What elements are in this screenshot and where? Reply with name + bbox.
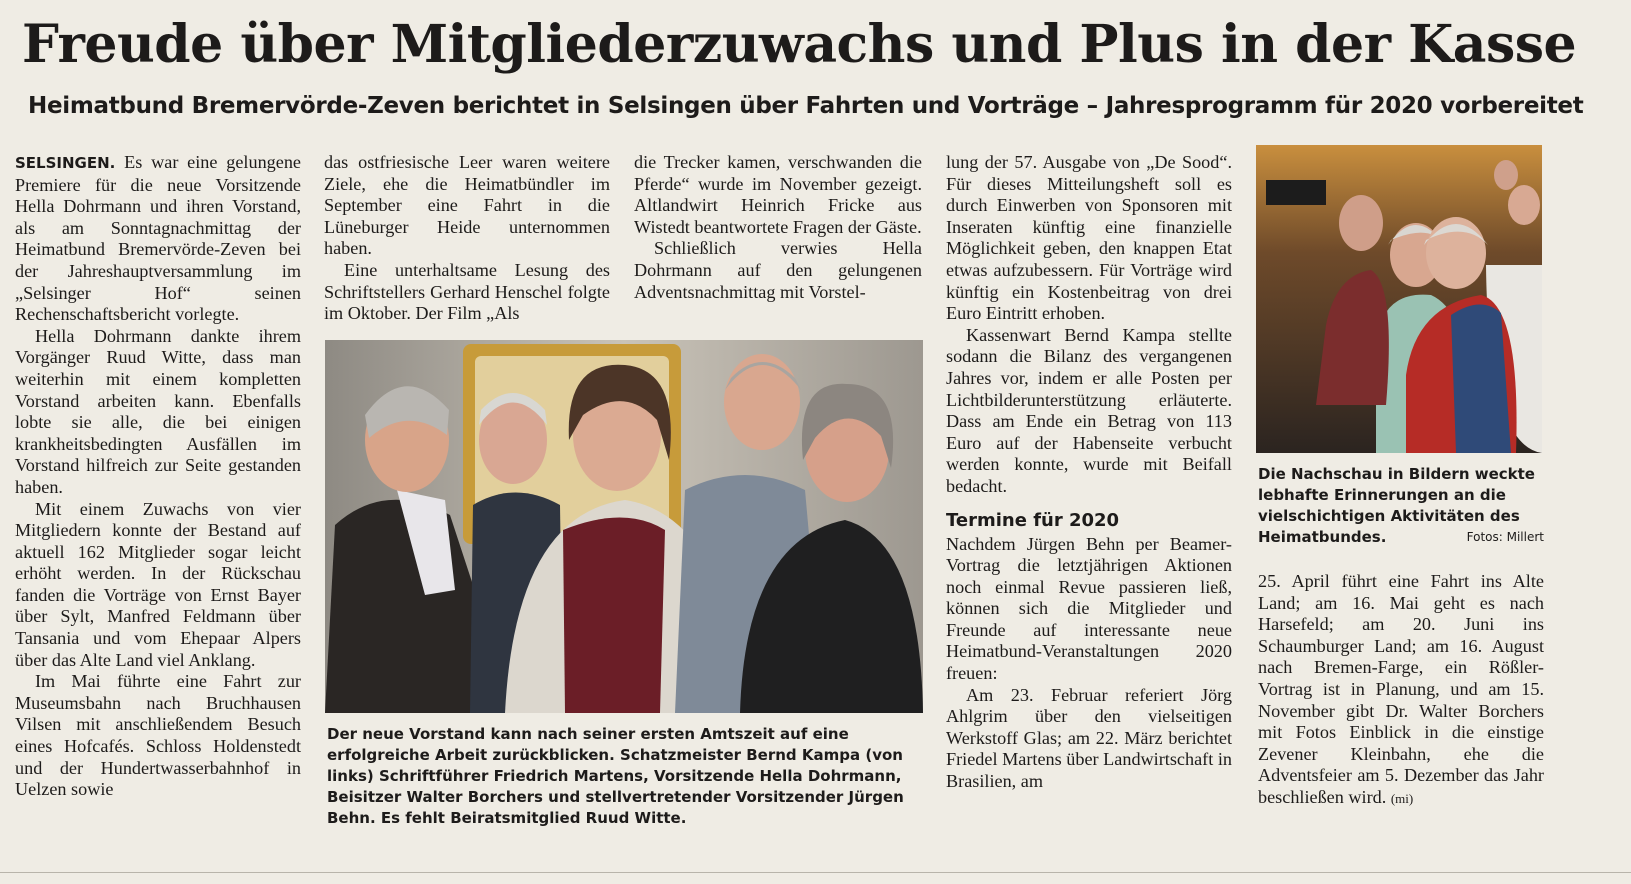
text-column-2 <box>324 152 610 325</box>
paragraph <box>1258 571 1544 810</box>
paragraph: Nachdem Jürgen Behn per Beamer-Vortrag die letztjährigen Aktionen noch einmal Revue passieren ließ, können sich die Mitglieder und Freunde auf interessante neue Heimatbund-Veranstaltungen 2020 freuen: <box>946 533 1232 684</box>
main-photo-caption <box>327 724 921 829</box>
paragraph: Schließlich verwies Hella Dohrmann auf den gelungenen Adventsnachmittag mit Vorstel- <box>634 238 922 302</box>
paragraph: Am 23. Februar referiert Jörg Ahlgrim über den vielseitigen Werkstoff Glas; am 22. März berichtet Friedel Martens über Landwirtschaft in Brasilien, am <box>946 684 1232 792</box>
side-photo-caption <box>1258 464 1544 548</box>
text-column-5 <box>1258 571 1544 810</box>
paragraph: Im Mai führte eine Fahrt zur Museumsbahn nach Bruchhausen Vilsen mit anschließendem Besuch eines Hofcafés. Schloss Holdenstedt und der Hundertwasserbahnhof in Uelzen sowie <box>15 671 301 800</box>
paragraph: das ostfriesische Leer waren weitere Ziele, ehe die Heimatbündler im September eine Fahrt in die Lüneburger Heide unternommen haben. <box>324 152 610 259</box>
page-bottom-rule <box>0 872 1631 873</box>
paragraph-text: Es war eine gelungene Premiere für die neue Vorsitzende Hella Dohrmann und ihren Vorstand, als am Sonntagnachmittag der Heimatbund Bremervörde-Zeven bei der Jahreshauptversammlung im „Selsinger Hof“ seinen Rechenschaftsbericht vorlegte. <box>15 152 302 325</box>
text-column-4 <box>946 152 1232 793</box>
text-column-1 <box>15 152 301 801</box>
audience-photo-illustration <box>1256 145 1542 453</box>
caption-text: kann nach seiner ersten Amtszeit auf eine erfolgreiche Arbeit zurückblicken. Schatzmeister Bernd Kampa (von links) Schriftführer Friedrich Martens, Vorsitzende Hella Dohrmann, Beisitzer Walter Borchers und stellvertretender Vorsitzender Jürgen Behn. Es fehlt Beiratsmitglied Ruud Witte. <box>327 725 904 827</box>
caption-emphasis: Erinnerungen <box>1333 486 1449 504</box>
caption-text: an die vielschichtigen Aktivitäten des Heimatbundes. <box>1258 486 1520 546</box>
paragraph: lung der 57. Ausgabe von „De Sood“. Für dieses Mitteilungsheft soll es durch Einwerben von Sponsoren mit Inseraten künftig eine finanzielle Möglichkeit geben, den knappen Etat etwas aufzubessern. Für Vorträge wird künftig ein Kostenbeitrag von drei Euro Eintritt erhoben. <box>946 152 1232 324</box>
paragraph: die Trecker kamen, verschwanden die Pferde“ wurde im November gezeigt. Altlandwirt Heinrich Fricke aus Wistedt beantwortete Fragen der Gäste. <box>634 152 922 237</box>
caption-text: Die Nachschau in Bildern weckte lebhafte <box>1258 465 1535 504</box>
paragraph-text: 25. April führt eine Fahrt ins Alte Land; am 16. Mai geht es nach Harsefeld; am 20. Juni ins Schaumburger Land; am 16. August nach Bremen-Farge, ein Rößler-Vortrag ist in Planung, und am 15. November gibt Dr. Walter Borchers mit Fotos Einblick in die einstige Zevener Kleinbahn, ehe die Adventsfeier am 5. Dezember das Jahr beschließen wird. <box>1258 571 1544 807</box>
article-subheadline: Heimatbund Bremervörde-Zeven berichtet in Selsingen über Fahrten und Vorträge – Jahresprogramm für 2020 vorbereitet <box>28 93 1584 119</box>
paragraph: Kassenwart Bernd Kampa stellte sodann die Bilanz des vergangenen Jahres vor, indem er alle Posten per Lichtbilderunterstützung erläuterte. Dass am Ende ein Betrag von 113 Euro auf der Habenseite verbucht werden konnte, wurde mit Beifall bedacht. <box>946 324 1232 496</box>
dateline: SELSINGEN. <box>15 154 116 172</box>
article-headline: Freude über Mitgliederzuwachs und Plus in der Kasse <box>22 14 1577 75</box>
paragraph: Hella Dohrmann dankte ihrem Vorgänger Ruud Witte, dass man weiterhin mit einem kompletten Vorstand arbeiten kann. Ebenfalls lobte sie alle, die bei einigen krankheitsbedingten Ausfällen im Vorstand hilfreich zur Seite gestanden haben. <box>15 325 301 497</box>
text-column-3 <box>634 152 922 303</box>
main-photo <box>325 340 923 713</box>
paragraph: Mit einem Zuwachs von vier Mitgliedern konnte der Bestand auf aktuell 162 Mitglieder sogar leicht erhöht werden. In der Rückschau fanden die Vorträge von Ernst Bayer über Sylt, Manfred Feldmann über Tansania und vom Ehepaar Alpers über das Alte Land viel Anklang. <box>15 498 301 670</box>
side-photo <box>1256 145 1542 453</box>
author-tag: (mi) <box>1390 790 1414 806</box>
group-photo-illustration <box>325 340 923 713</box>
paragraph <box>15 152 301 326</box>
photo-credit: Fotos: Millert <box>1466 530 1544 544</box>
caption-lead: Der neue Vorstand <box>327 725 486 743</box>
section-heading: Termine für 2020 <box>946 509 1120 531</box>
paragraph: Eine unterhaltsame Lesung des Schriftstellers Gerhard Henschel folgte im Oktober. Der Film „Als <box>324 259 610 324</box>
